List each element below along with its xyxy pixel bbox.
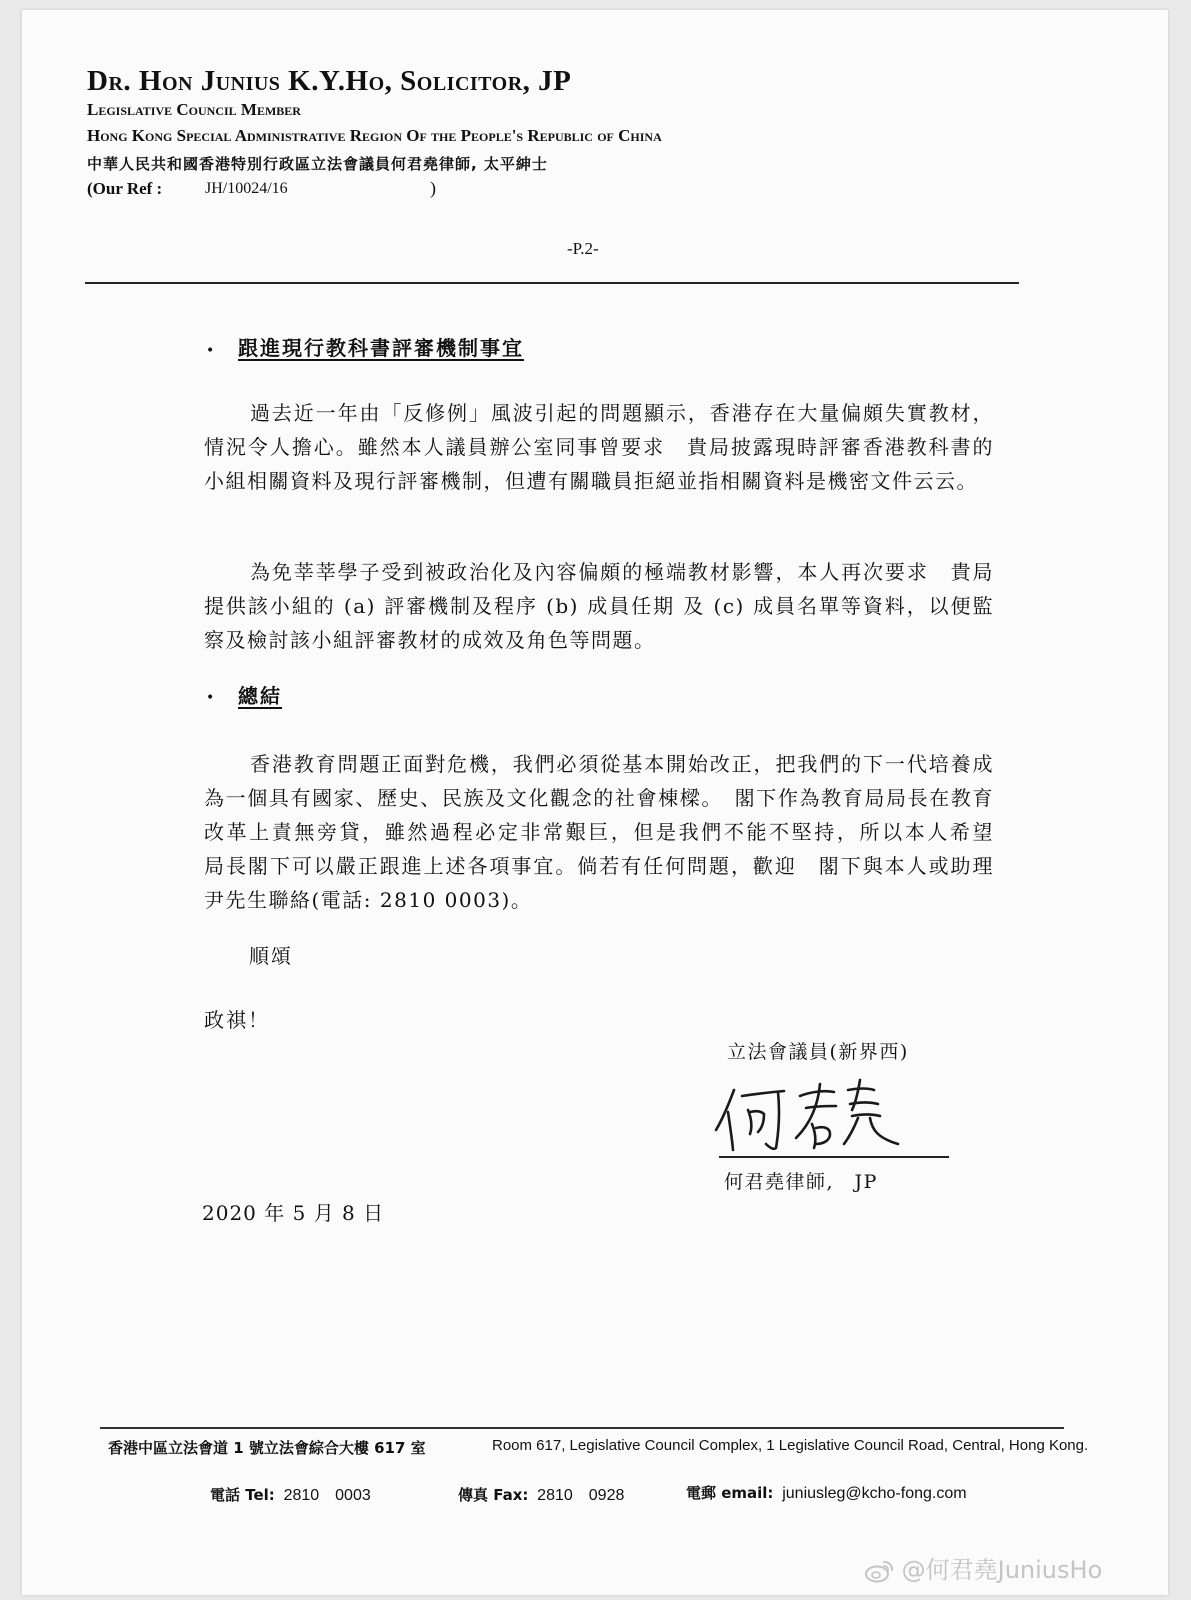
footer-fax: [458, 1482, 624, 1505]
fax-label: 傳真 Fax:: [458, 1486, 529, 1504]
ref-label: (Our Ref :: [87, 179, 163, 198]
handwritten-signature: [712, 1072, 912, 1154]
footer-address-chinese: 香港中區立法會道 1 號立法會綜合大樓 617 室: [108, 1439, 426, 1457]
signatory-name: 何君堯律師, JP: [724, 1171, 878, 1193]
bullet-icon: •: [206, 343, 215, 359]
footer-divider: [100, 1427, 1064, 1429]
letterhead-chinese: 中華人民共和國香港特別行政區立法會議員何君堯律師, 太平紳士: [87, 155, 548, 173]
footer-address-english: Room 617, Legislative Council Complex, 1 Legislative Council Road, Central, Hong Kong.: [492, 1437, 1089, 1454]
closing-greeting: 順頌: [249, 944, 293, 968]
section-heading: 跟進現行教科書評審機制事宜: [238, 336, 524, 360]
signatory-title: 立法會議員(新界西): [727, 1041, 909, 1063]
body-paragraph: [204, 555, 994, 657]
body-paragraph: [204, 396, 994, 498]
letterhead-name: Dr. Hon Junius K.Y.Ho, Solicitor, JP: [87, 65, 572, 97]
signature-line: [719, 1156, 949, 1158]
ref-value: JH/10024/16: [205, 180, 288, 197]
letterhead-region: Hong Kong Special Administrative Region Of the People's Republic of China: [87, 126, 662, 145]
letter-date: 2020 年 5 月 8 日: [202, 1201, 385, 1225]
tel-label: 電話 Tel:: [210, 1486, 275, 1504]
ref-close: ): [430, 178, 436, 198]
closing-salutation: 政祺！: [204, 1008, 270, 1032]
paragraph-text: 過去近一年由「反修例」風波引起的問題顯示，香港存在大量偏頗失實教材，情況令人擔心。雖然本人議員辦公室同事曾要求 貴局披露現時評審香港教科書的小組相關資料及現行評審機制，但遭有關職員拒絕並指相關資料是機密文件云云。: [204, 401, 994, 493]
email-label: 電郵 email:: [686, 1484, 774, 1502]
weibo-logo-icon: [864, 1559, 894, 1583]
fax-value: 2810 0928: [537, 1487, 625, 1504]
tel-value: 2810 0003: [283, 1487, 371, 1504]
section-heading: 總結: [238, 684, 282, 708]
footer-telephone: [210, 1482, 371, 1505]
footer-email: [686, 1482, 967, 1503]
letter-page: [22, 10, 1168, 1595]
paragraph-text: 為免莘莘學子受到被政治化及內容偏頗的極端教材影響，本人再次要求 貴局提供該小組的 (a) 評審機制及程序 (b) 成員任期 及 (c) 成員名單等資料，以便監察及檢討該小組評審教材的成效及角色等問題。: [204, 560, 994, 652]
letterhead-role: Legislative Council Member: [87, 100, 301, 119]
weibo-watermark: [864, 1550, 1102, 1585]
body-paragraph: [204, 747, 1016, 917]
paragraph-text: 香港教育問題正面對危機，我們必須從基本開始改正，把我們的下一代培養成為一個具有國家、歷史、民族及文化觀念的社會棟樑。 閣下作為教育局局長在教育改革上責無旁貸，雖然過程必定非常艱巨，但是我們不能不堅持，所以本人希望 局長閣下可以嚴正跟進上述各項事宜。倘若有任何問題，歡迎 閣下與本人或助理尹先生聯絡(電話: 2810 0003)。: [204, 752, 1016, 912]
watermark-text: @何君堯JuniusHo: [901, 1556, 1103, 1584]
header-divider: [85, 282, 1019, 284]
page-number: -P.2-: [567, 239, 599, 258]
email-value: juniusleg@kcho-fong.com: [782, 1485, 967, 1502]
bullet-icon: •: [206, 690, 215, 706]
